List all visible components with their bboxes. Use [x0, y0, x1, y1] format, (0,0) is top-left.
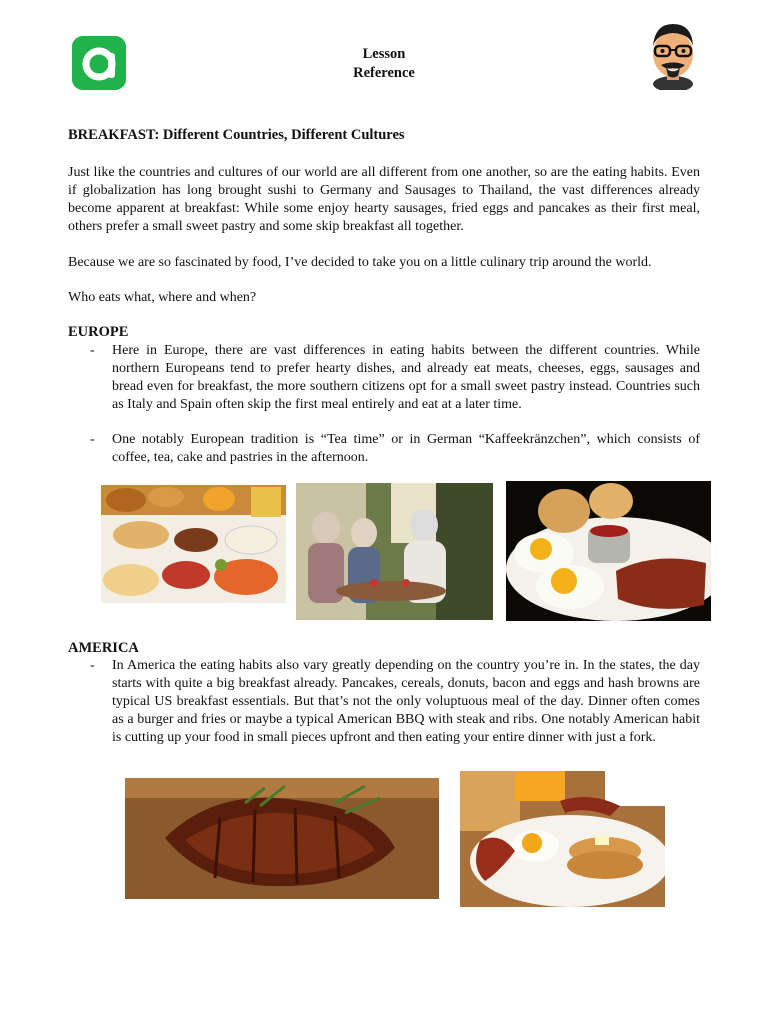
bullet-dash: - — [90, 432, 95, 447]
europe-heading: EUROPE — [68, 324, 129, 340]
america-bullet-1-text: In America the eating habits also vary greatly depending on the country you’re in. In the states, the day starts with quite a big breakfast already. Pancakes, cereals, donuts, bacon and eggs and hash browns are typical US breakfast essentials. But that’s not the only voluptuous meal of the day. Dinner often comes as a burger and fries or maybe a typical American BBQ with steak and ribs. One notably American habit is cutting up your food in small pieces upfront and then eating your entire dinner with just a fork. — [112, 658, 700, 745]
fried-eggs-sausage-breakfast-photo — [506, 481, 711, 621]
europe-bullet-1 — [90, 342, 700, 414]
intro-paragraph: Just like the countries and cultures of our world are all different from one another, so are the eating habits. Even if globalization has long brought sushi to Germany and Sausages to Thailand, the vast differences already become apparent at breakfast: While some enjoy hearty sausages, fried eggs and pancakes as their first meal, others prefer a small sweet pastry and some skip breakfast all together. — [68, 165, 700, 234]
europe-bullet-1-text: Here in Europe, there are vast differences in eating habits between the different countries. While northern Europeans tend to prefer hearty dishes, and already eat meats, cheeses, eggs, sausages and bread even for breakfast, the more southern citizens opt for a small sweet pastry instead. Countries such as Italy and Spain often skip the first meal entirely and eat at a later time. — [112, 343, 700, 412]
document-title: BREAKFAST: Different Countries, Different Cultures — [68, 127, 405, 143]
pancakes-bacon-eggs-photo — [460, 771, 665, 907]
bearded-man-avatar-icon — [646, 20, 700, 90]
header-title-line1: Lesson — [362, 46, 406, 62]
question-paragraph: Who eats what, where and when? — [68, 290, 257, 305]
america-heading: AMERICA — [68, 640, 139, 656]
header-title-line2: Reference — [353, 65, 415, 81]
bbq-ribs-photo — [125, 778, 439, 899]
bullet-dash: - — [90, 343, 95, 358]
european-breakfast-buffet-photo — [101, 485, 286, 603]
tea-time-friends-photo — [296, 483, 493, 620]
america-bullet-1 — [90, 657, 700, 747]
europe-bullet-2 — [90, 431, 700, 467]
fascination-paragraph: Because we are so fascinated by food, I’ve decided to take you on a little culinary trip around the world. — [68, 255, 652, 270]
bullet-dash: - — [90, 658, 95, 673]
europe-bullet-2-text: One notably European tradition is “Tea time” or in German “Kaffeekränzchen”, which consists of coffee, tea, cake and pastries in the afternoon. — [112, 432, 700, 465]
